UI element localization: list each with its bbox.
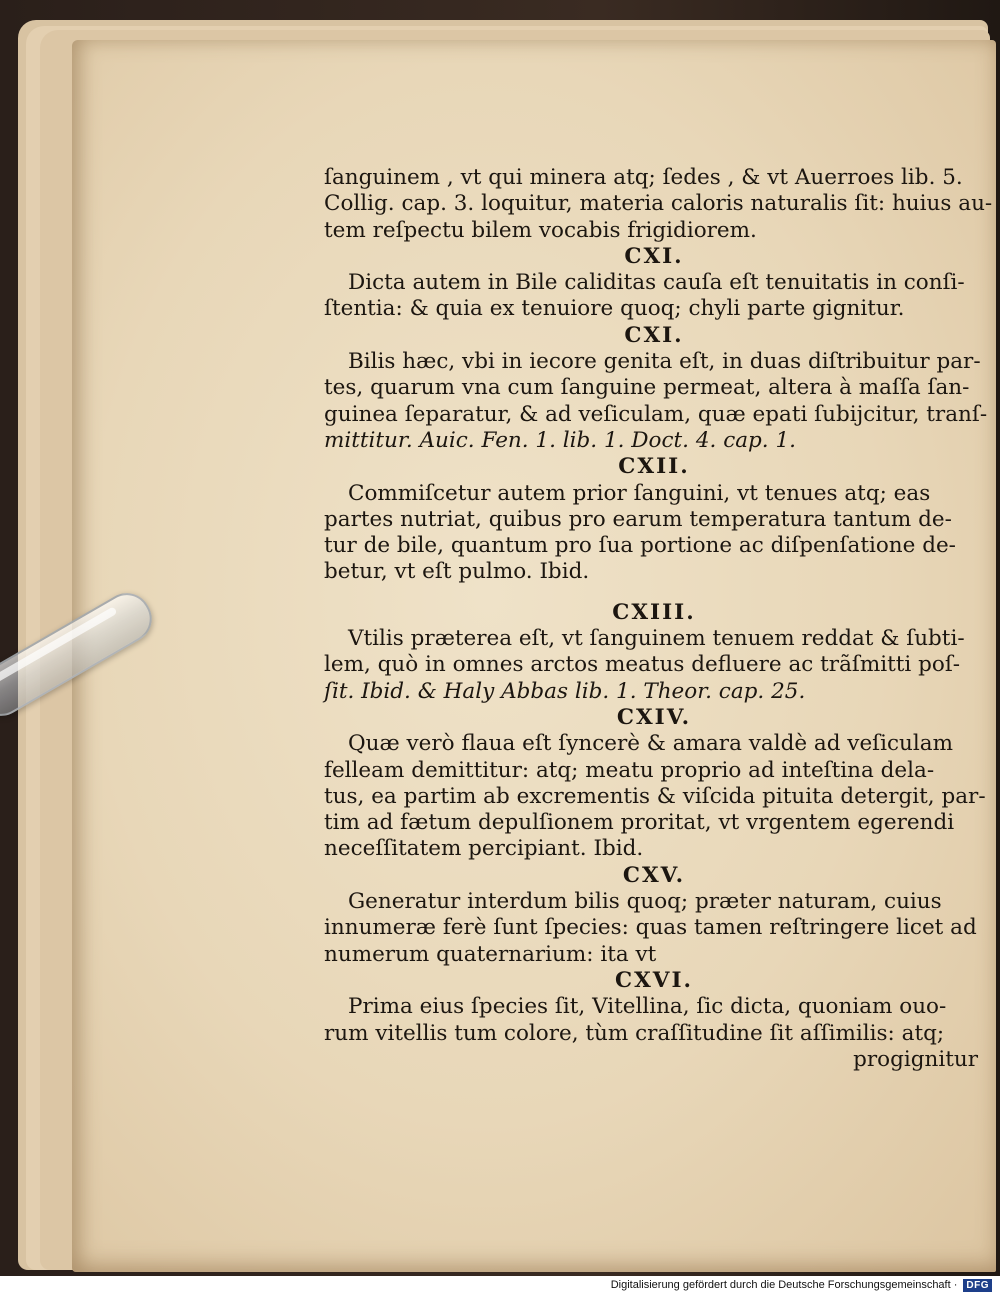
text-line: tur de bile, quantum pro ſua portione ac diſpenſatione de- (324, 533, 956, 559)
section-heading: CXVI. (614, 967, 694, 993)
text-line: ſtentia: & quia ex tenuiore quoq; chyli parte gignitur. (324, 296, 905, 322)
section-heading: CXV. (622, 862, 686, 888)
text-line: rum vitellis tum colore, tùm craſſitudine ſit aſſimilis: atq; (324, 1020, 945, 1046)
book-page (72, 40, 996, 1272)
text-line: guinea ſeparatur, & ad veſiculam, quæ epati ſubijcitur, tranſ- (324, 401, 988, 427)
text-line: lem, quò in omnes arctos meatus defluere ac trãſmitti poſ- (324, 652, 961, 678)
catchword: progignitur (853, 1046, 978, 1072)
text-line: Dicta autem in Bile caliditas cauſa eſt tenuitatis in conſi- (348, 270, 965, 296)
text-line: Quæ verò flaua eſt ſyncerè & amara valdè ad veſiculam (348, 731, 953, 757)
citation-line: ſit. Ibid. & Haly Abbas lib. 1. Theor. cap. 25. (324, 678, 806, 704)
text-line: tem reſpectu bilem vocabis frigidiorem. (324, 217, 757, 243)
footer-bar (0, 1276, 1000, 1294)
text-line: tim ad fætum depulſionem proritat, vt vrgentem egerendi (324, 810, 955, 836)
text-line: numerum quaternarium: ita vt (324, 941, 657, 967)
text-line: partes nutriat, quibus pro earum temperatura tantum de- (324, 506, 952, 532)
text-line: Bilis hæc, vbi in iecore genita eſt, in duas diſtribuitur par- (348, 349, 981, 375)
section-heading: CXIII. (612, 599, 696, 625)
text-line: ſanguinem , vt qui minera atq; ſedes , & vt Auerroes lib. 5. (324, 165, 963, 190)
text-block (324, 165, 993, 1073)
text-line: Commiſcetur autem prior ſanguini, vt tenues atq; eas (348, 480, 931, 506)
section-heading: CXII. (618, 454, 690, 480)
text-line: Prima eius ſpecies ſit, Vitellina, ſic dicta, quoniam ouo- (348, 994, 947, 1020)
citation-line: mittitur. Auic. Fen. 1. lib. 1. Doct. 4. cap. 1. (324, 427, 796, 453)
footer-credit: Digitalisierung gefördert durch die Deutsche Forschungsgemeinschaft · (610, 1279, 958, 1291)
text-line: Generatur interdum bilis quoq; præter naturam, cuius (348, 889, 942, 915)
text-line: betur, vt eſt pulmo. Ibid. (324, 559, 590, 585)
text-line: tus, ea partim ab excrementis & viſcida pituita detergit, par- (324, 783, 986, 809)
section-heading: CXI. (624, 322, 684, 348)
text-line: innumeræ ferè ſunt ſpecies: quas tamen reſtringere licet ad (324, 915, 977, 941)
text-line: Collig. cap. 3. loquitur, materia caloris naturalis ſit: huius au- (324, 191, 993, 217)
text-line: tes, quarum vna cum ſanguine permeat, altera à maſſa ſan- (324, 375, 970, 401)
section-heading: CXIV. (616, 704, 692, 730)
text-line: Vtilis præterea eſt, vt ſanguinem tenuem reddat & ſubti- (348, 626, 965, 652)
dfg-logo-icon: DFG (963, 1279, 992, 1292)
section-heading: CXI. (624, 243, 684, 269)
text-line: neceſſitatem percipiant. Ibid. (324, 836, 644, 862)
paragraph-gap (324, 586, 984, 600)
text-line: felleam demittitur: atq; meatu proprio ad inteſtina dela- (324, 757, 935, 783)
